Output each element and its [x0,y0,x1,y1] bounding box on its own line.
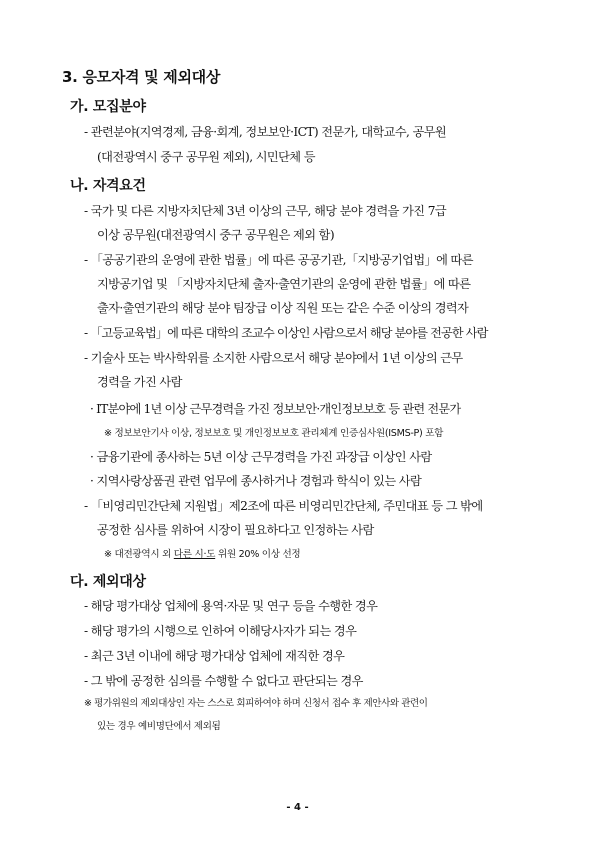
qualification-item-5-line-2: 공정한 심사를 위하여 시장이 필요하다고 인정하는 사람 [97,523,374,537]
qualification-bullet-2: · 금융기관에 종사하는 5년 이상 근무경력을 가진 과장급 이상인 사람 [90,450,432,464]
qualification-note-2-prefix: ※ 대전광역시 외 [104,549,174,560]
recruitment-field-line-1: - 관련분야(지역경제, 금융·회계, 정보보안·ICT) 전문가, 대학교수, 공무원 [84,125,447,139]
qualification-item-1-line-2: 이상 공무원(대전광역시 중구 공무원은 제외 함) [97,228,334,242]
qualification-item-2-line-1: - 「공공기관의 운영에 관한 법률」에 따른 공공기관,「지방공기업법」에 따른 [84,253,473,267]
recruitment-field-line-2: (대전광역시 중구 공무원 제외), 시민단체 등 [97,150,315,164]
qualification-bullet-1: · IT분야에 1년 이상 근무경력을 가진 정보보안·개인정보보호 등 관련 전문가 [90,402,461,416]
exclusion-item-1: - 해당 평가대상 업체에 용역·자문 및 연구 등을 수행한 경우 [84,599,378,613]
qualification-note-2-underlined: 다른 시·도 [173,549,216,560]
qualification-item-2-line-3: 출자·출연기관의 해당 분야 팀장급 이상 직원 또는 같은 수준 이상의 경력자 [97,301,469,315]
exclusion-item-2: - 해당 평가의 시행으로 인하여 이해당사자가 되는 경우 [84,624,357,638]
qualification-item-2-line-2: 지방공기업 및 「지방자치단체 출자·출연기관의 운영에 관한 법률」에 따른 [97,277,471,291]
qualification-bullet-3: · 지역사랑상품권 관련 업무에 종사하거나 경험과 학식이 있는 사람 [90,474,422,488]
qualification-item-3: - 「고등교육법」에 따른 대학의 조교수 이상인 사람으로서 해당 분야를 전공한 사람 [84,326,488,340]
page-number: - 4 - [286,802,309,813]
qualification-note-1: ※ 정보보안기사 이상, 정보보호 및 개인정보보호 관리체계 인증심사원(ISMS-P) 포함 [104,428,444,439]
qualification-item-4-line-2: 경력을 가진 사람 [97,375,182,389]
section-title: 3. 응모자격 및 제외대상 [62,68,221,86]
subsection-title-exclusions: 다. 제외대상 [70,574,146,590]
qualification-item-1-line-1: - 국가 및 다른 지방자치단체 3년 이상의 근무, 해당 분야 경력을 가진 7급 [84,204,447,218]
qualification-item-5-line-1: - 「비영리민간단체 지원법」제2조에 따른 비영리민간단체, 주민대표 등 그 밖에 [84,499,483,513]
subsection-title-qualifications: 나. 자격요건 [70,178,146,194]
qualification-note-2-suffix: 위원 20% 이상 선정 [215,549,301,560]
exclusion-item-4: - 그 밖에 공정한 심의를 수행할 수 없다고 판단되는 경우 [84,674,363,688]
exclusion-note-line-1: ※ 평가위원의 제외대상인 자는 스스로 회피하여야 하며 신청서 접수 후 제안사와 관련이 [84,698,428,709]
subsection-title-recruitment-field: 가. 모집분야 [70,99,146,115]
exclusion-item-3: - 최근 3년 이내에 해당 평가대상 업체에 재직한 경우 [84,649,345,663]
exclusion-note-line-2: 있는 경우 예비명단에서 제외됨 [97,721,221,732]
qualification-note-2 [104,548,300,562]
qualification-item-4-line-1: - 기술사 또는 박사학위를 소지한 사람으로서 해당 분야에서 1년 이상의 근무 [84,351,463,365]
